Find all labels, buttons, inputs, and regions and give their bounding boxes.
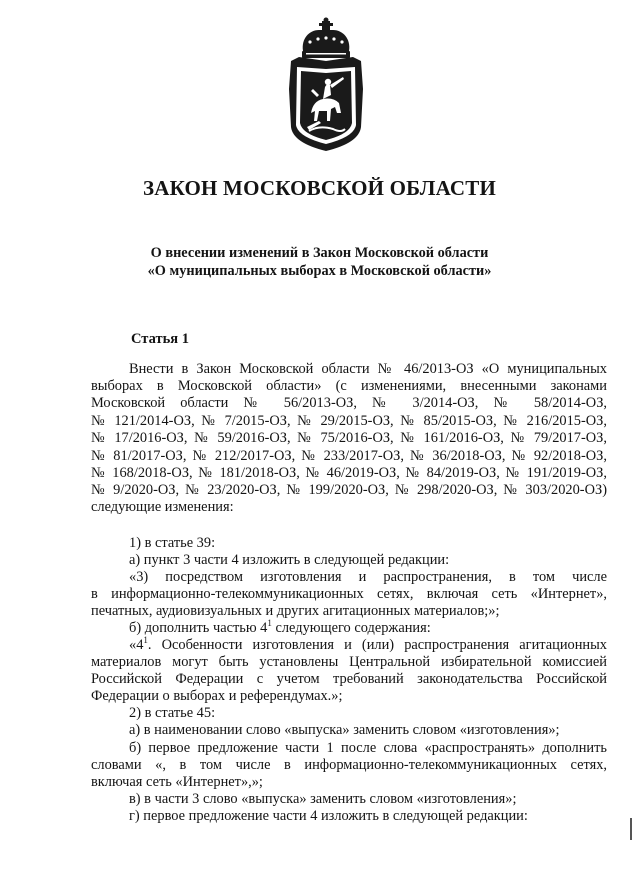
body-line: включая сеть «Интернет»,»;	[91, 774, 263, 790]
body-line: 1) в статье 39:	[129, 535, 216, 551]
body-line: следующие изменения:	[91, 499, 234, 515]
body-line: в информационно-телекоммуникационных сетях, включая сеть «Интернет»,	[91, 586, 607, 602]
body-line: № 168/2018-ОЗ, № 181/2018-ОЗ, № 46/2019-ОЗ, № 84/2019-ОЗ, № 191/2019-ОЗ,	[91, 465, 607, 481]
body-line: № 9/2020-ОЗ, № 23/2020-ОЗ, № 199/2020-ОЗ, № 298/2020-ОЗ, № 303/2020-ОЗ)	[91, 482, 607, 498]
body-line: № 81/2017-ОЗ, № 212/2017-ОЗ, № 233/2017-ОЗ, № 36/2018-ОЗ, № 92/2018-ОЗ,	[91, 448, 607, 464]
body-line: б) первое предложение части 1 после слова «распространять» дополнить	[129, 740, 607, 756]
body-line: № 121/2014-ОЗ, № 7/2015-ОЗ, № 29/2015-ОЗ, № 85/2015-ОЗ, № 216/2015-ОЗ,	[91, 413, 607, 429]
body-line: «3) посредством изготовления и распространения, в том числе	[129, 569, 607, 585]
law-title: ЗАКОН МОСКОВСКОЙ ОБЛАСТИ	[142, 176, 497, 200]
body-line: Федерации о выборах и референдумах.»;	[91, 688, 343, 704]
body-line: № 17/2016-ОЗ, № 59/2016-ОЗ, № 75/2016-ОЗ, № 161/2016-ОЗ, № 79/2017-ОЗ,	[91, 430, 607, 446]
body-line: в) в части 3 слово «выпуска» заменить словом «изготовления»;	[129, 791, 517, 807]
body-line: Внести в Закон Московской области № 46/2013-ОЗ «О муниципальных	[129, 361, 607, 377]
article-heading: Статья 1	[131, 331, 189, 347]
body-line: словами «, в том числе в информационно-телекоммуникационных сетях,	[91, 757, 607, 773]
body-line: «$4^1$. Особенности изготовления и (или) распространения агитационных	[129, 635, 607, 653]
superscript: 1	[267, 618, 272, 628]
body-line: Российской Федерации с учетом требований законодательства Российской	[91, 671, 607, 687]
body-line: выборах в Московской области» (с изменениями, внесенными законами	[91, 378, 607, 394]
body-line: а) пункт 3 части 4 изложить в следующей редакции:	[129, 552, 450, 568]
body-line: г) первое предложение части 4 изложить в следующей редакции:	[129, 808, 528, 824]
law-subtitle-line-2: «О муниципальных выборах в Московской области»	[147, 263, 492, 279]
law-subtitle-line-1: О внесении изменений в Закон Московской области	[150, 245, 489, 261]
body-line: материалов могут быть установлены Центральной избирательной комиссией	[91, 654, 607, 670]
moscow-oblast-coat-of-arms-emblem	[283, 17, 369, 155]
scan-edge-mark	[630, 818, 632, 840]
body-line: 2) в статье 45:	[129, 705, 216, 721]
superscript: 1	[143, 635, 148, 645]
body-line: печатных, аудиовизуальных и других агитационных материалов;»;	[91, 603, 500, 619]
body-line: а) в наименовании слово «выпуска» заменить словом «изготовления»;	[129, 722, 560, 738]
body-line: Московской области № 56/2013-ОЗ, № 3/2014-ОЗ, № 58/2014-ОЗ,	[91, 395, 607, 411]
body-line: б) дополнить частью $4^1$ следующего содержания:	[129, 618, 431, 636]
